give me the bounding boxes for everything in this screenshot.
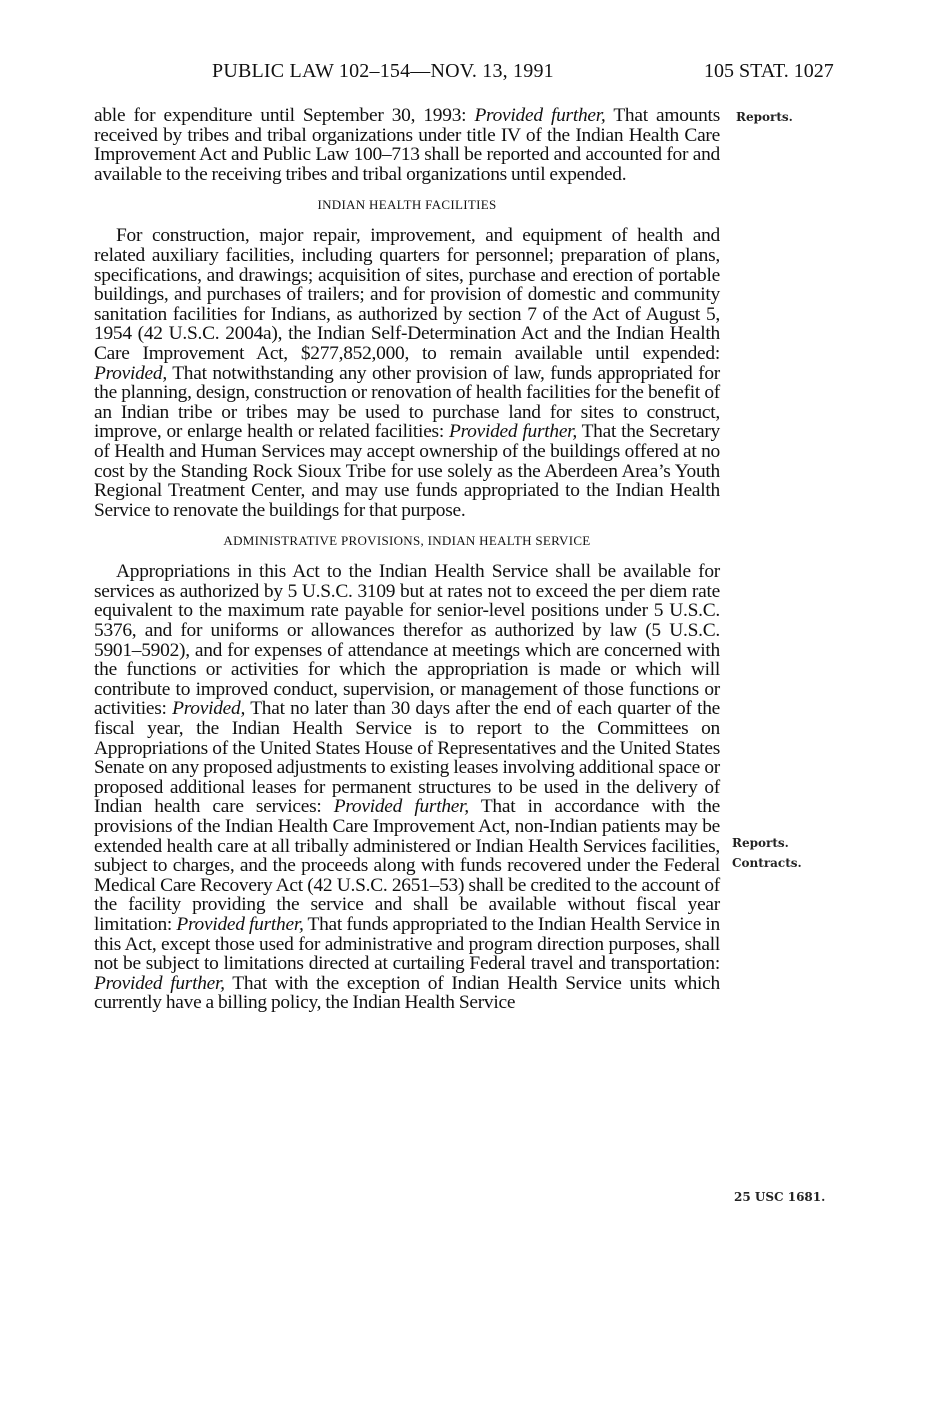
page-number: 105 STAT. 1027 xyxy=(704,60,834,82)
facilities-paragraph: For construction, major repair, improvement, and equipment of health and related auxiliary facilities, including quarters for personnel; preparation of plans, specifications, and drawings; acquisition of sites, purchase and erection of portable buildings, and purchases of trailers; and for provision of domestic and community sanitation facilities for Indians, as authorized by section 7 of the Act of August 5, 1954 (42 U.S.C. 2004a), the Indian Self-Determination Act and the Indian Health Care Improvement Act, $277,852,000, to remain available until expended: Provided, That notwithstanding any other provision of law, funds appropriated for the planning, design, construction or renovation of health facilities for the benefit of an Indian tribe or tribes may be used to purchase land for sites to construct, improve, or enlarge health or related facilities: Provided further, That the Secretary of Health and Human Services may accept ownership of the buildings offered at no cost by the Standing Rock Sioux Tribe for use solely as the Aberdeen Area’s Youth Regional Treatment Center, and may use funds appropriated to the Indian Health Service to renovate the buildings for that purpose. xyxy=(94,225,720,521)
page-header xyxy=(0,60,950,86)
margin-note-reports: Reports. xyxy=(736,110,793,124)
section-heading-facilities: INDIAN HEALTH FACILITIES xyxy=(317,197,497,213)
margin-note-contracts: Contracts. xyxy=(732,856,802,870)
running-head: PUBLIC LAW 102–154—NOV. 13, 1991 xyxy=(212,60,554,82)
admin-paragraph: Appropriations in this Act to the Indian Health Service shall be available for services as authorized by 5 U.S.C. 3109 but at rates not to exceed the per diem rate equivalent to the maximum rate payable for senior-level positions under 5 U.S.C. 5376, and for uniforms or allowances therefor as authorized by law (5 U.S.C. 5901–5902), and for expenses of attendance at meetings which are concerned with the functions or activities for which the appropriation is made or which will contribute to improved conduct, supervision, or management of those functions or activities: Provided, That no later than 30 days after the end of each quarter of the fiscal year, the Indian Health Service is to report to the Committees on Appropriations of the United States House of Representatives and the United States Senate on any proposed adjustments to existing leases involving additional space or proposed additional leases for permanent structures to be used in the delivery of Indian health care services: Provided further, That in accordance with the provisions of the Indian Health Care Improvement Act, non-Indian patients may be extended health care at all tribally administered or Indian Health Services facilities, subject to charges, and the proceeds along with funds recovered under the Federal Medical Care Recovery Act (42 U.S.C. 2651–53) shall be credited to the account of the facility providing the service and shall be available without fiscal year limitation: Provided further, That funds appropriated to the Indian Health Service in this Act, except those used for administrative and program direction purposes, shall not be subject to limitations directed at curtailing Federal travel and transportation: Provided further, That with the exception of Indian Health Service units which currently have a billing policy, the Indian Health Service xyxy=(94,561,721,1014)
intro-paragraph: able for expenditure until September 30, 1993: Provided further, That amounts received by tribes and tribal organizations under title IV of the Indian Health Care Improvement Act and Public Law 100–713 shall be reported and accounted for and available to the receiving tribes and tribal organizations until expended. xyxy=(94,105,720,185)
body-text xyxy=(94,106,720,1013)
section-heading-admin: ADMINISTRATIVE PROVISIONS, INDIAN HEALTH SERVICE xyxy=(223,533,591,549)
margin-note-usc: 25 USC 1681. xyxy=(734,1190,826,1204)
margin-note-reports: Reports. xyxy=(732,836,789,850)
